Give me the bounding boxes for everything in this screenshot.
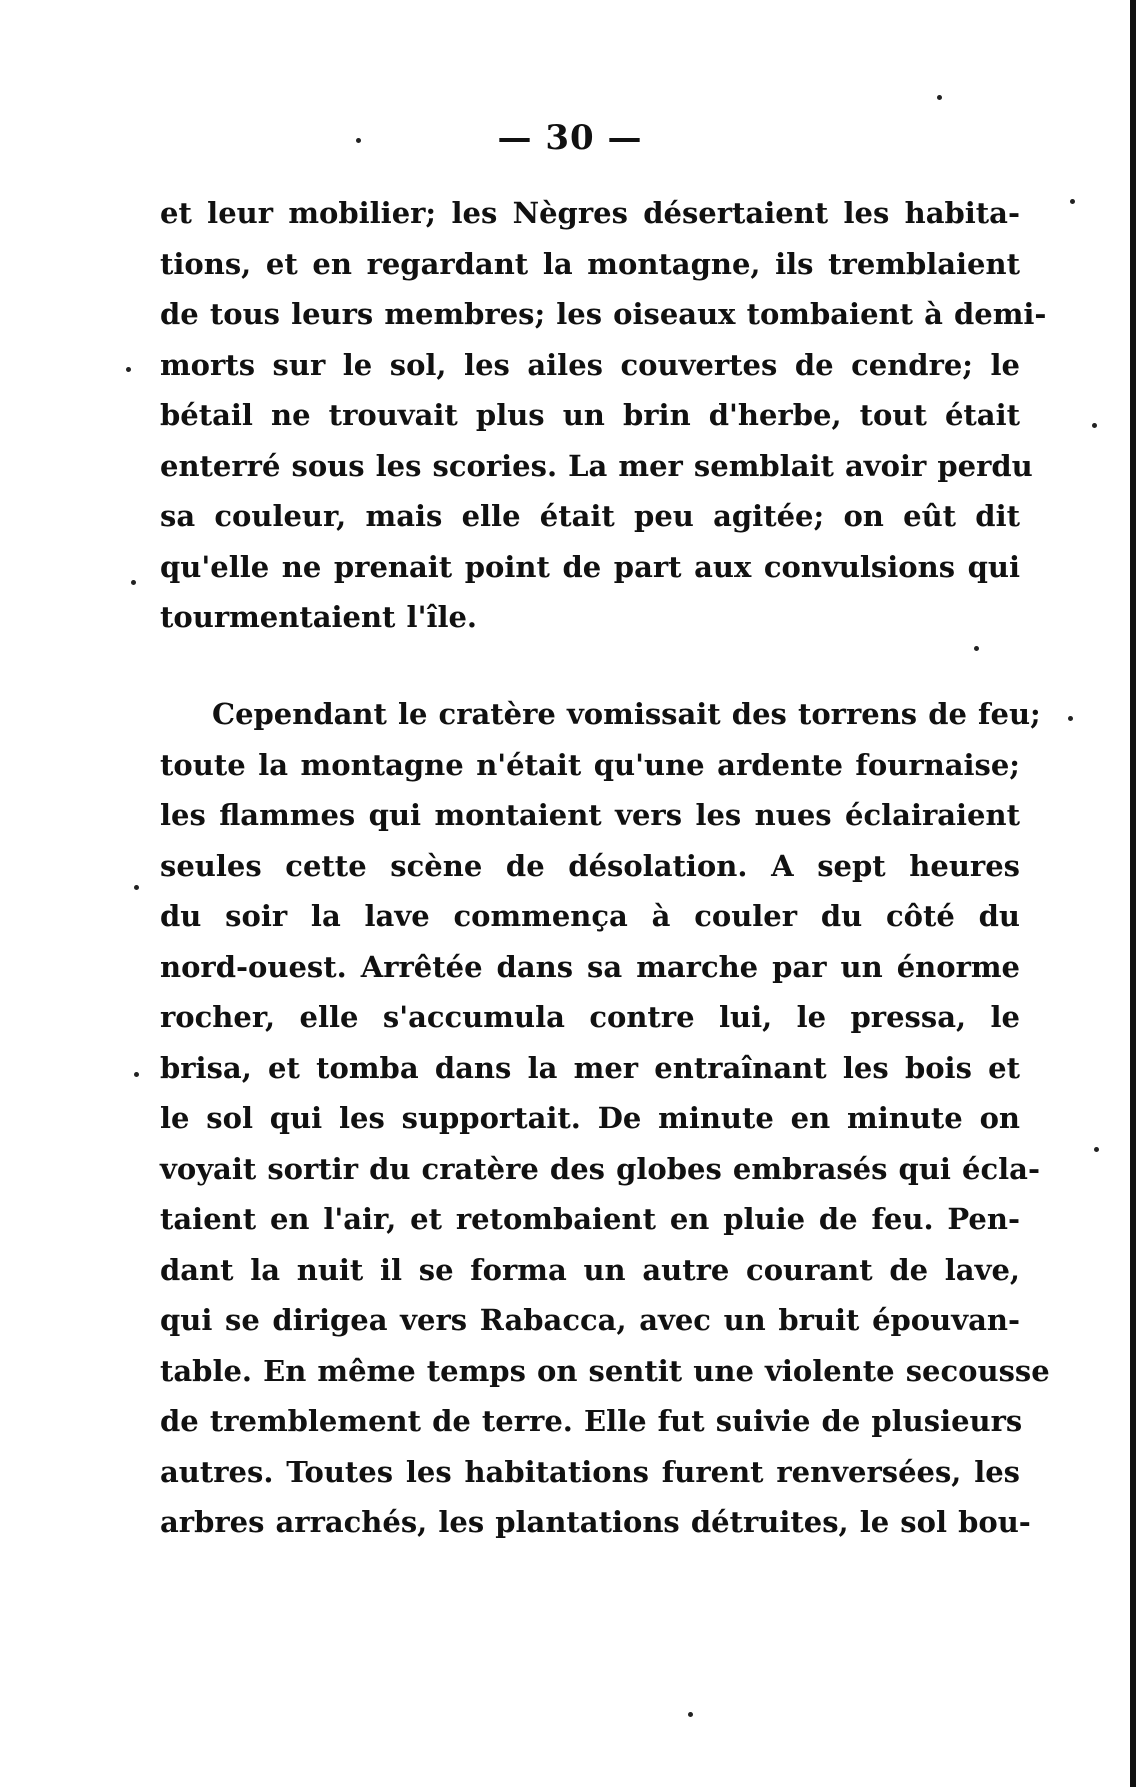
text-line: du soir la lave commença à couler du côté du — [160, 899, 1020, 933]
text-line: de tous leurs membres; les oiseaux tombaient à demi- — [160, 297, 1047, 331]
text-line: taient en l'air, et retombaient en pluie de feu. Pen- — [160, 1202, 1020, 1236]
text-line: arbres arrachés, les plantations détruites, le sol bou- — [160, 1505, 1031, 1539]
text-line: le sol qui les supportait. De minute en minute on — [160, 1101, 1020, 1135]
text-line: tions, et en regardant la montagne, ils tremblaient — [160, 246, 1020, 281]
text-line: table. En même temps on sentit une violente secousse — [160, 1353, 1050, 1388]
paragraph-1 — [160, 188, 1047, 643]
scan-speck — [131, 580, 136, 585]
text-line: dant la nuit il se forma un autre courant de lave, — [160, 1252, 1020, 1287]
scan-speck — [937, 95, 942, 100]
scan-speck — [1094, 1147, 1099, 1152]
text-line: morts sur le sol, les ailes couvertes de cendre; le — [160, 347, 1020, 382]
text-line: qu'elle ne prenait point de part aux convulsions qui — [160, 549, 1020, 584]
text-line: enterré sous les scories. La mer semblait avoir perdu — [160, 448, 1033, 483]
text-line: voyait sortir du cratère des globes embrasés qui écla- — [160, 1151, 1040, 1186]
text-line: tourmentaient l'île. — [160, 600, 478, 634]
scan-speck — [134, 885, 139, 890]
text-line: brisa, et tomba dans la mer entraînant les bois et — [160, 1050, 1020, 1085]
text-line: rocher, elle s'accumula contre lui, le pressa, le — [160, 1000, 1020, 1034]
text-line: seules cette scène de désolation. A sept heures — [160, 848, 1020, 883]
text-line: qui se dirigea vers Rabacca, avec un bruit épouvan- — [160, 1303, 1020, 1337]
scan-speck — [1092, 423, 1097, 428]
paragraph-2 — [160, 689, 1050, 1548]
scan-speck — [1070, 199, 1075, 204]
scan-speck — [126, 367, 131, 372]
text-line: les flammes qui montaient vers les nues éclairaient — [160, 798, 1020, 832]
scan-speck — [356, 138, 361, 143]
text-line: sa couleur, mais elle était peu agitée; on eût dit — [160, 499, 1020, 533]
scan-speck — [1068, 716, 1073, 721]
text-line: bétail ne trouvait plus un brin d'herbe, tout était — [160, 398, 1020, 432]
text-line: autres. Toutes les habitations furent renversées, les — [160, 1454, 1020, 1489]
text-line: de tremblement de terre. Elle fut suivie de plusieurs — [160, 1404, 1023, 1438]
text-line: Cependant le cratère vomissait des torrens de feu; — [212, 697, 1041, 731]
page-number: — 30 — — [497, 118, 643, 158]
text-line: et leur mobilier; les Nègres désertaient les habita- — [160, 196, 1020, 230]
scan-speck — [974, 646, 979, 651]
scan-speck — [134, 1072, 139, 1077]
scan-speck — [688, 1712, 693, 1717]
text-line: nord-ouest. Arrêtée dans sa marche par un énorme — [160, 949, 1020, 984]
text-line: toute la montagne n'était qu'une ardente fournaise; — [160, 747, 1020, 782]
page-edge-shadow — [1130, 0, 1136, 1787]
